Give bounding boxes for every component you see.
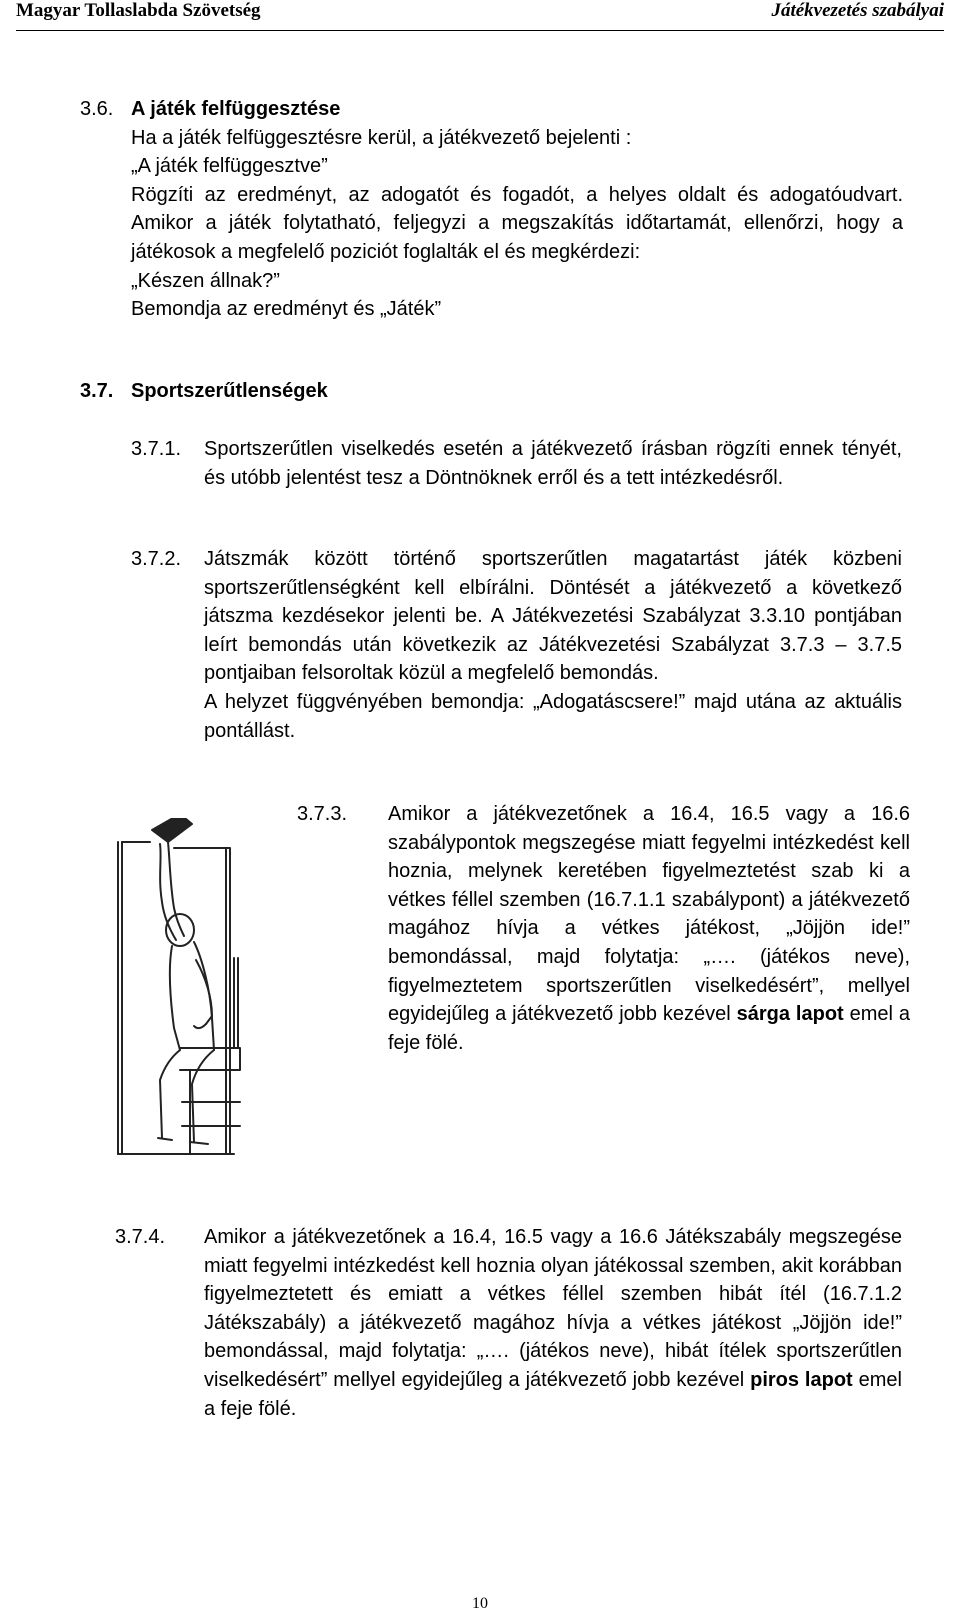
section-3-7-4-text bbox=[204, 1223, 902, 1423]
section-3-6-last-line: Bemondja az eredményt és „Játék” bbox=[131, 298, 442, 321]
section-3-7-3-text bbox=[388, 800, 910, 1057]
page-number: 10 bbox=[472, 1595, 488, 1612]
umpire-raising-yellow-card-illustration bbox=[110, 818, 250, 1176]
section-3-7-4-text-a: Amikor a játékvezetőnek a 16.4, 16.5 vagy a 16.6 Játékszabály megszegése miatt fegyelmi intézkedést kell hoznia olyan játékossal szemben, akit korábban figyelmeztetett és emiatt a vétkes féllel szemben hibát ítél (16.7.1.2 Játékszabály) a játékvezető magához hívja a vétkes játékost „Jöjjön ide!” bemondással, majd folytatja: „…. (játékos neve), hibát ítélek sportszerűtlen viselkedésért” mellyel egyidejűleg a játékvezető jobb kezével bbox=[204, 1226, 902, 1391]
section-3-6-quote2: „Készen állnak?” bbox=[131, 269, 280, 292]
section-3-7-3-text-a: Amikor a játékvezetőnek a 16.4, 16.5 vagy a 16.6 szabálypontok megszegése miatt fegyelmi intézkedést kell hoznia, melynek keretében figyelmeztetést szab ki a vétkes féllel szemben (16.7.1.1 szabálypont) a játékvezető magához hívja a vétkes játékost, „Jöjjön ide!” bemondással, majd folytatja: „…. (játékos neve), figyelmeztetem sportszerűtlen viselkedésért”, mellyel egyidejűleg a játékvezető jobb kezével bbox=[388, 803, 910, 1026]
section-3-6-paragraph: Rögzíti az eredményt, az adogatót és fogadót, a helyes oldalt és adogatóudvart. Amikor a játék folytatható, feljegyzi a megszakítás időtartamát, ellenőrzi, hogy a játékosok a megfelelő poziciót foglalták el és megkérdezi: bbox=[131, 183, 903, 263]
section-3-6-quote1: „A játék felfüggesztve” bbox=[131, 155, 328, 178]
section-3-7-4-text-b: emel a feje fölé. bbox=[204, 1368, 902, 1420]
section-3-7-3-number: 3.7.3. bbox=[297, 803, 348, 825]
section-3-7-2-text: Játszmák között történő sportszerűtlen magatartást játék közbeni sportszerűtlenségként kell elbírálni. Döntését a játékvezető a következő játszma kezdésekor jelenti be. A Játékvezetési Szabályzat 3.3.10 pontjában leírt bemondás után következik az Játékvezetési Szabályzat 3.7.3 – 3.7.5 pontjaiban felsoroltak közül a megfelelő bemondás. bbox=[204, 548, 902, 685]
section-3-7-4-red-card: piros lapot bbox=[750, 1368, 853, 1391]
section-3-7-title: Sportszerűtlenségek bbox=[131, 380, 328, 402]
section-3-7-4-number: 3.7.4. bbox=[115, 1226, 166, 1248]
section-3-7-3-yellow-card: sárga lapot bbox=[736, 1003, 844, 1026]
section-3-6-line1: Ha a játék felfüggesztésre kerül, a játékvezető bejelenti : bbox=[131, 126, 632, 149]
section-3-7-3-text-b: emel a feje fölé. bbox=[388, 1003, 911, 1054]
section-3-7-2-text2: A helyzet függvényében bemondja: „Adogatáscsere!” majd utána az aktuális pontállást. bbox=[204, 690, 902, 742]
page-header bbox=[16, 0, 944, 26]
section-3-7-1-text: Sportszerűtlen viselkedés esetén a játékvezető írásban rögzíti ennek tényét, és utóbb jelentést tesz a Döntnöknek erről és a tett intézkedésről. bbox=[204, 438, 902, 489]
header-right: Játékvezetés szabályai bbox=[771, 0, 944, 21]
section-3-6-number: 3.6. bbox=[80, 98, 114, 120]
section-3-6-title: A játék felfüggesztése bbox=[131, 98, 341, 120]
section-3-7-2-number: 3.7.2. bbox=[131, 548, 182, 570]
header-left: Magyar Tollaslabda Szövetség bbox=[16, 0, 261, 21]
header-rule bbox=[16, 30, 944, 31]
section-3-7-1-number: 3.7.1. bbox=[131, 438, 182, 460]
section-3-7-number: 3.7. bbox=[80, 380, 114, 402]
